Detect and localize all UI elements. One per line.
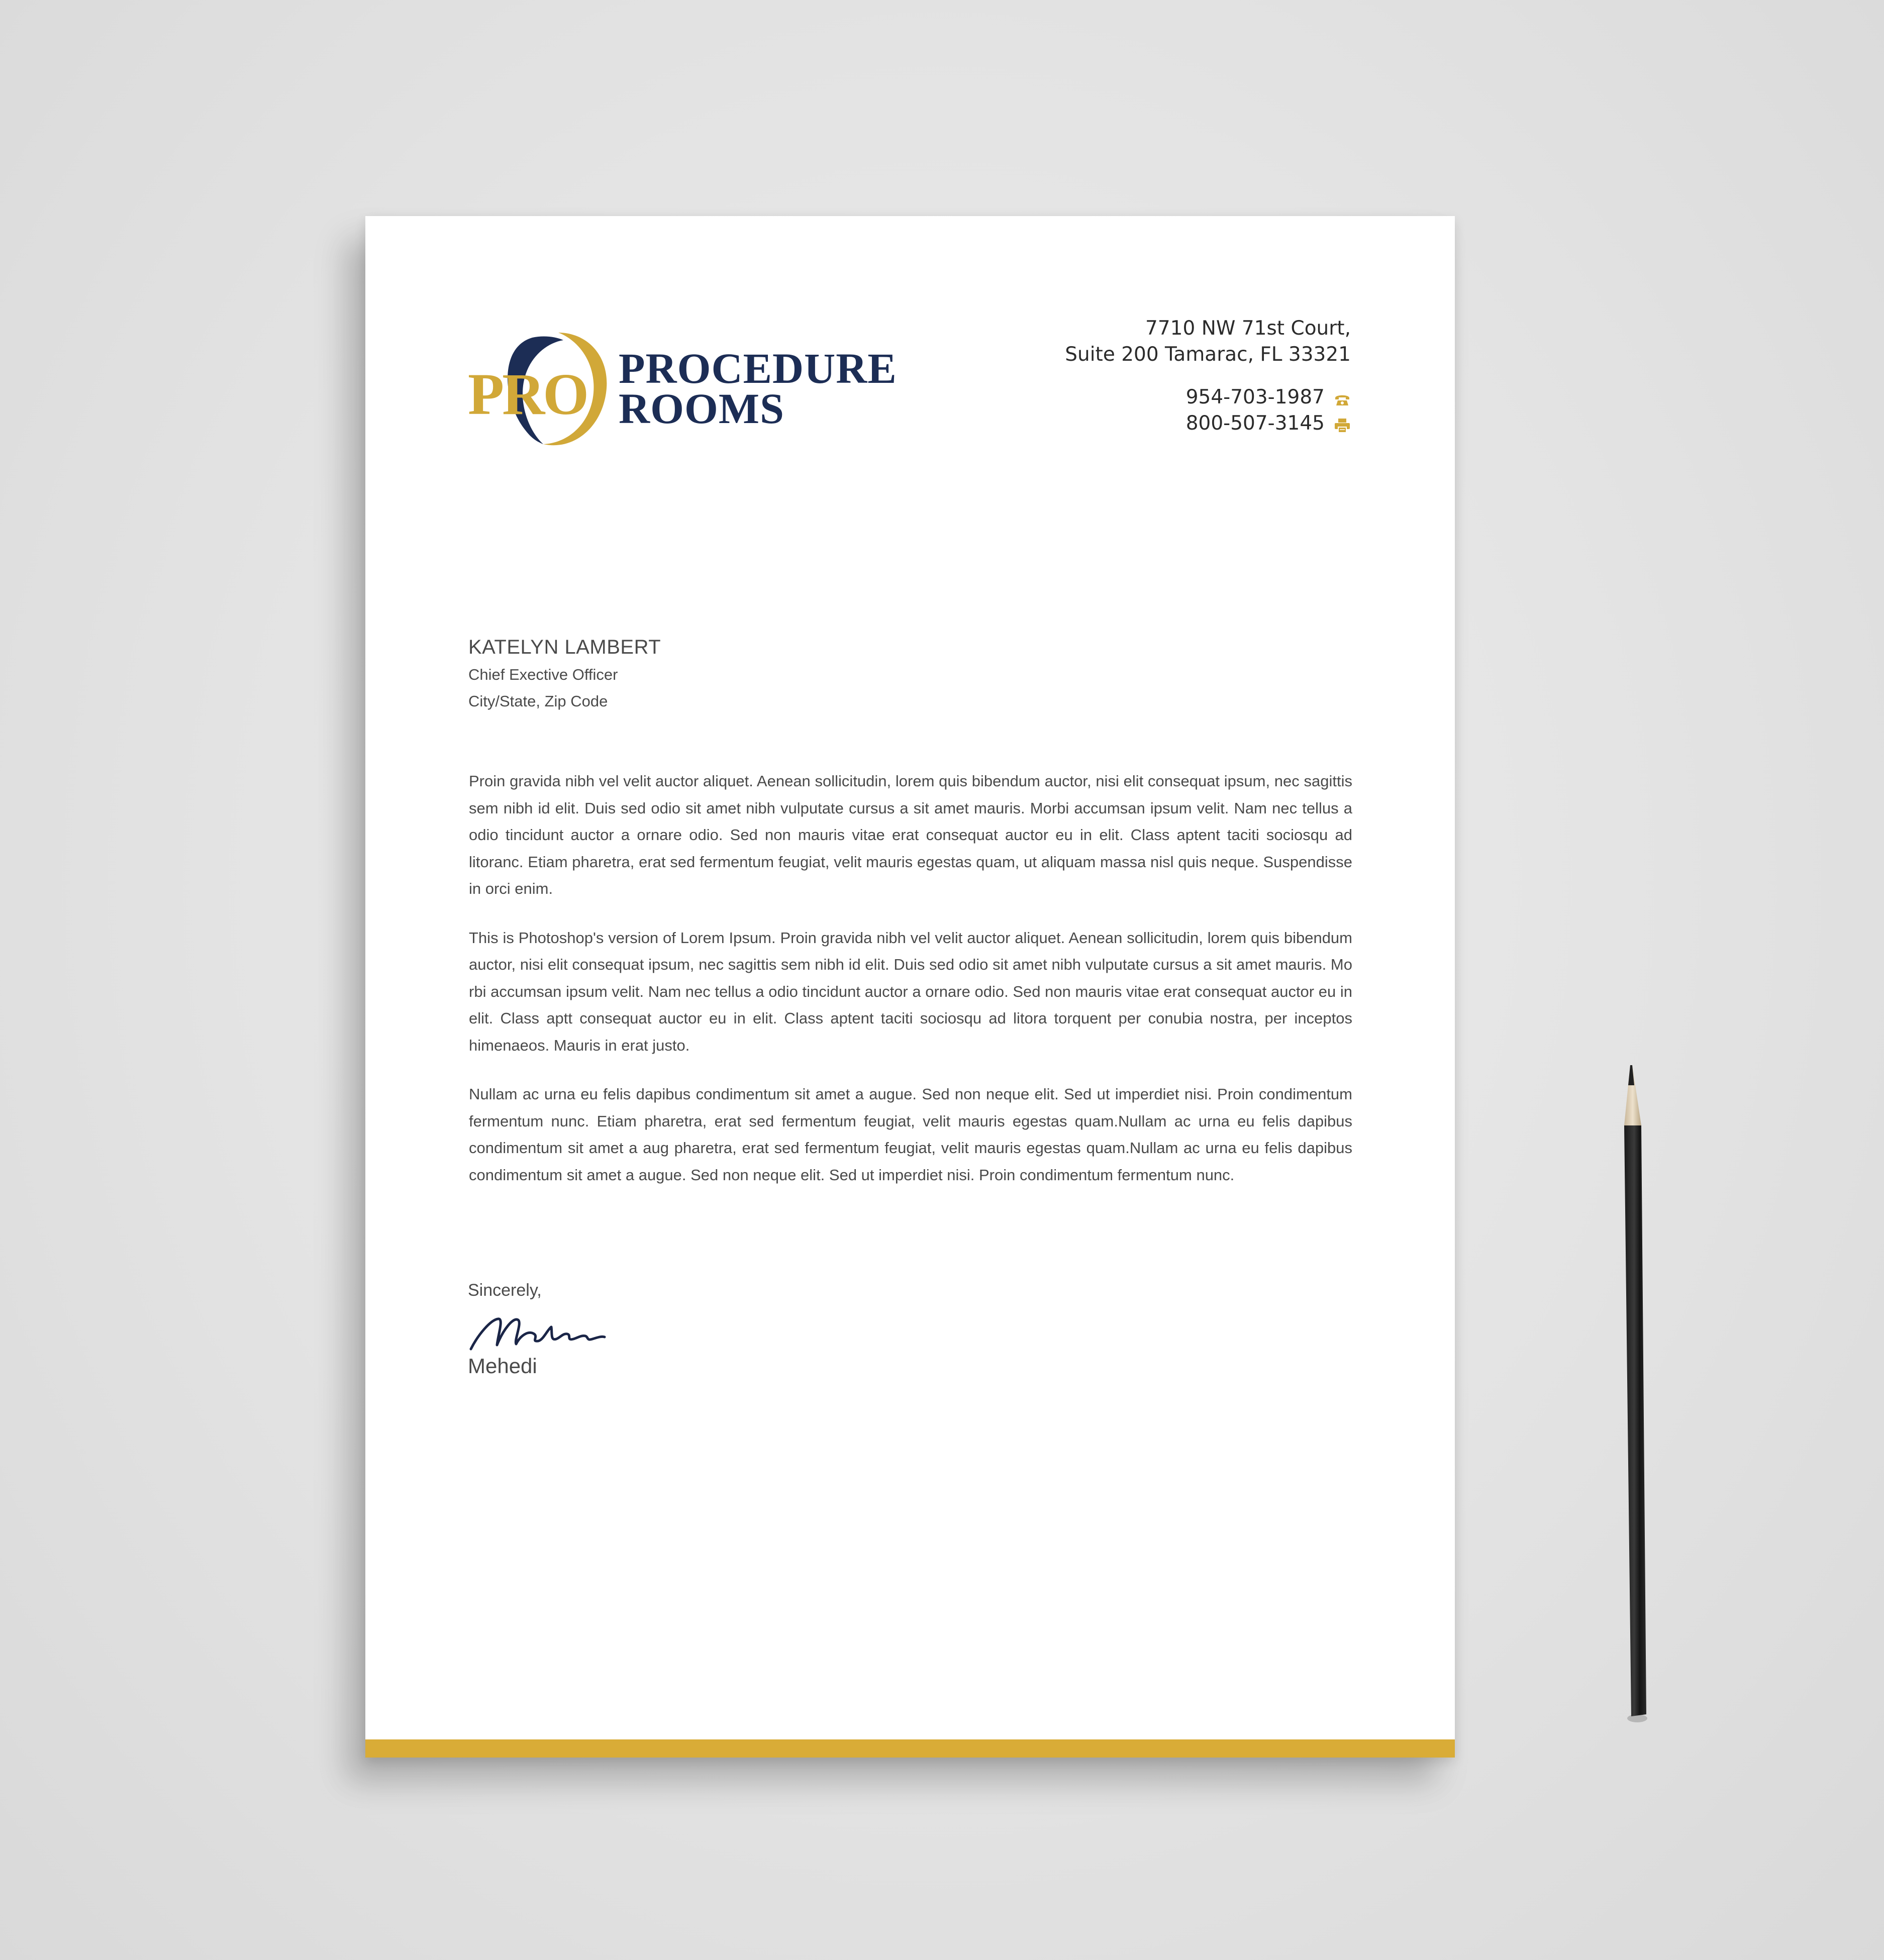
letter-body	[469, 768, 1352, 1210]
logo-line1: PROCEDURE	[619, 344, 897, 392]
letterhead-page	[365, 216, 1455, 1758]
closing-block	[468, 1278, 609, 1380]
address-line-2: Suite 200 Tamarac, FL 33321	[1065, 343, 1351, 366]
pencil	[1617, 1065, 1647, 1724]
logo-line2: ROOMS	[619, 384, 784, 433]
fax-number: 800-507-3145	[1185, 412, 1325, 435]
body-paragraph-3: Nullam ac urna eu felis dapibus condimentum sit amet a augue. Sed non neque elit. Sed ut imperdiet nisi. Proin condimentum fermentum nunc. Etiam pharetra, erat sed fermentum feugiat, velit mauris egestas quam.Nullam ac urna eu felis dapibus condimentum sit amet a aug pharetra, erat sed fermentum feugiat, velit mauris egestas quam.Nullam ac urna eu felis dapibus condimentum sit amet a augue. Sed non neque elit. Sed ut imperdiet nisi. Proin condimentum fermentum nunc.	[469, 1085, 1352, 1184]
phone-numbers	[848, 384, 1351, 437]
closing-salutation: Sincerely,	[468, 1281, 542, 1300]
phone-icon	[1334, 389, 1351, 406]
recipient-name: KATELYN LAMBERT	[468, 636, 661, 658]
printer-icon	[1334, 415, 1351, 432]
recipient-block	[468, 633, 661, 714]
recipient-location: City/State, Zip Code	[468, 692, 608, 710]
phone-number: 954-703-1987	[1185, 386, 1325, 408]
body-paragraph-2: This is Photoshop's version of Lorem Ipsum. Proin gravida nibh vel velit auctor aliquet. Aenean sollicitudin, lorem quis bibendum auctor, nisi elit consequat ipsum, nec sagittis sem nibh id elit. Duis sed odio sit amet nibh vulputate cursus a sit amet mauris. Mo rbi accumsan ipsum velit. Nam nec tellus a odio tincidunt auctor a ornare odio. Sed non mauris vitae erat consequat auctor eu in elit. Class aptt consequat auctor eu in elit. Class aptent taciti sociosqu ad litora torquent per conubia nostra, per inceptos himenaeos. Mauris in erat justo.	[469, 929, 1352, 1054]
company-logo	[468, 328, 910, 448]
address-line-1: 7710 NW 71st Court,	[1145, 317, 1351, 340]
body-paragraph-1: Proin gravida nibh vel velit auctor aliquet. Aenean sollicitudin, lorem quis bibendum auctor, nisi elit consequat ipsum, nec sagittis sem nibh id elit. Duis sed odio sit amet nibh vulputate cursus a sit amet mauris. Morbi accumsan ipsum velit. Nam nec tellus a odio tincidunt auctor a ornare odio. Sed non mauris vitae erat consequat auctor eu in elit. Class aptent taciti sociosqu ad litoranc. Etiam pharetra, erat sed fermentum feugiat, velit mauris egestas quam, ut aliquam massa nisl quis neque. Suspendisse in orci enim.	[469, 772, 1352, 897]
recipient-title: Chief Exective Officer	[468, 666, 618, 683]
fax-row	[848, 410, 1351, 437]
handwritten-signature	[468, 1310, 609, 1355]
footer-accent-bar	[365, 1739, 1455, 1758]
contact-block	[848, 316, 1351, 437]
signer-name: Mehedi	[468, 1354, 537, 1378]
phone-row	[848, 384, 1351, 410]
logo-mark: PRO	[468, 361, 587, 427]
